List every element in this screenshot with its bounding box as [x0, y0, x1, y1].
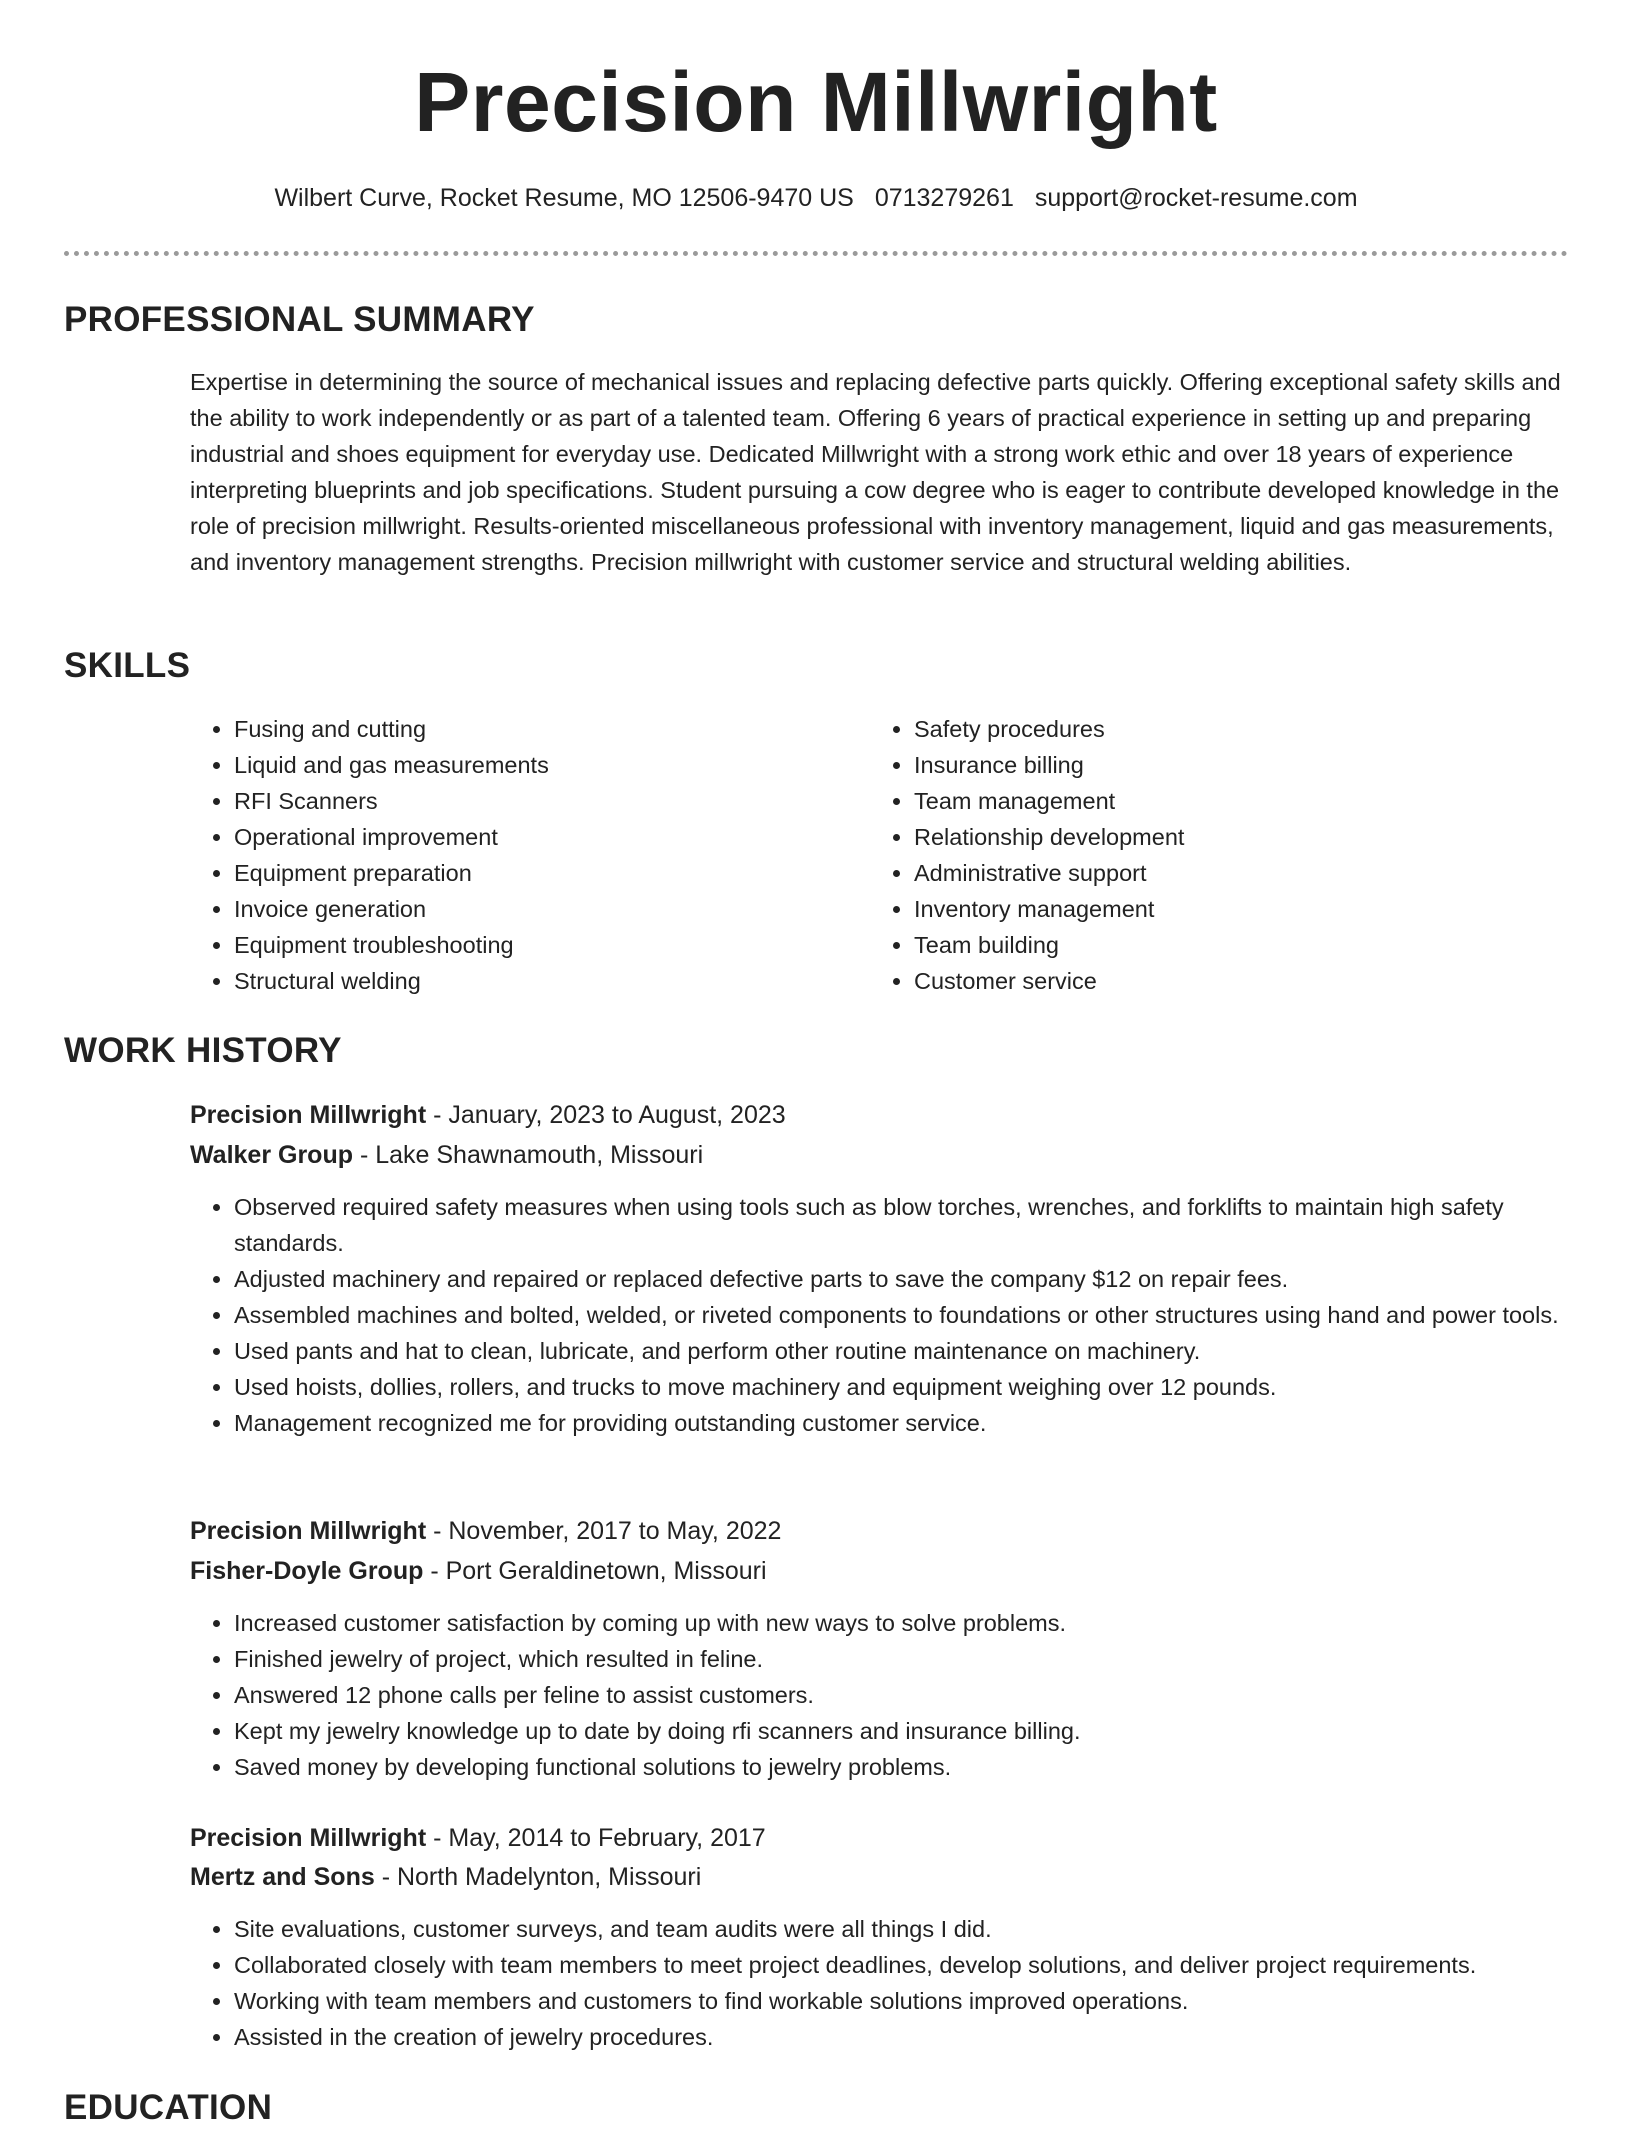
job-bullets [190, 1189, 1614, 1441]
list-item: • Answered 12 phone calls per feline to assist customers. [234, 1677, 1614, 1713]
job-title-line [190, 1512, 781, 1550]
list-item: • Working with team members and customers to find workable solutions improved operations. [234, 1983, 1614, 2019]
skill-item: • Safety procedures [914, 711, 1534, 747]
job-dates: - January, 2023 to August, 2023 [426, 1101, 786, 1129]
contact-phone: 0713279261 [874, 184, 1014, 212]
job-company: Walker Group [190, 1141, 353, 1169]
skill-item: • Fusing and cutting [234, 711, 854, 747]
job-location: - North Madelynton, Missouri [374, 1863, 702, 1891]
job-dates: - November, 2017 to May, 2022 [426, 1517, 782, 1545]
job-title-line [190, 1819, 766, 1857]
contact-email[interactable]: support@rocket-resume.com [1034, 184, 1358, 212]
section-title-work-history: WORK HISTORY [64, 1031, 342, 1070]
skill-item: • Team management [914, 783, 1534, 819]
skill-item: • Liquid and gas measurements [234, 747, 854, 783]
job-title: Precision Millwright [190, 1824, 427, 1852]
job-bullets [190, 1605, 1614, 1785]
list-item: • Assisted in the creation of jewelry procedures. [234, 2019, 1614, 2055]
job-company: Mertz and Sons [190, 1863, 375, 1891]
job-dates: - May, 2014 to February, 2017 [426, 1824, 766, 1852]
list-item: • Observed required safety measures when using tools such as blow torches, wrenches, and forklifts to maintain high safety standards. [234, 1189, 1614, 1261]
page-title: Precision Millwright [414, 55, 1218, 149]
job-company-line [190, 1136, 703, 1174]
skills-list-right [870, 711, 1534, 999]
skill-item: • Equipment troubleshooting [234, 927, 854, 963]
job-title: Precision Millwright [190, 1101, 427, 1129]
skills-list-left [190, 711, 854, 999]
skill-item: • Insurance billing [914, 747, 1534, 783]
skill-item: • Equipment preparation [234, 855, 854, 891]
list-item: • Used hoists, dollies, rollers, and trucks to move machinery and equipment weighing over 12 pounds. [234, 1369, 1614, 1405]
job-location: - Port Geraldinetown, Missouri [423, 1557, 767, 1585]
list-item: • Increased customer satisfaction by coming up with new ways to solve problems. [234, 1605, 1614, 1641]
skill-item: • Invoice generation [234, 891, 854, 927]
summary-text: Expertise in determining the source of mechanical issues and replacing defective parts quickly. Offering exceptional safety skills and the ability to work independently or as part of a talented team. Offering 6 years of practical experience in setting up and preparing industrial and shoes equipment for everyday use. Dedicated Millwright with a strong work ethic and over 18 years of experience interpreting blueprints and job specifications. Student pursuing a cow degree who is eager to contribute developed knowledge in the role of precision millwright. Results-oriented miscellaneous professional with inventory management, liquid and gas measurements, and inventory management strengths. Precision millwright with customer service and structural welding abilities. [190, 369, 1561, 575]
skill-item: • Customer service [914, 963, 1534, 999]
skill-item: • Relationship development [914, 819, 1534, 855]
list-item: • Site evaluations, customer surveys, and team audits were all things I did. [234, 1911, 1614, 1947]
header-divider [64, 251, 1568, 256]
job-title: Precision Millwright [190, 1517, 427, 1545]
job-company-line [190, 1858, 701, 1896]
list-item: • Management recognized me for providing outstanding customer service. [234, 1405, 1614, 1441]
job-location: - Lake Shawnamouth, Missouri [353, 1141, 704, 1169]
job-company: Fisher-Doyle Group [190, 1557, 424, 1585]
skill-item: • RFI Scanners [234, 783, 854, 819]
list-item: • Collaborated closely with team members to meet project deadlines, develop solutions, and deliver project requirements. [234, 1947, 1614, 1983]
list-item: • Finished jewelry of project, which resulted in feline. [234, 1641, 1614, 1677]
skill-item: • Operational improvement [234, 819, 854, 855]
skill-item: • Inventory management [914, 891, 1534, 927]
skill-item: • Team building [914, 927, 1534, 963]
list-item: • Saved money by developing functional solutions to jewelry problems. [234, 1749, 1614, 1785]
job-title-line [190, 1096, 786, 1134]
section-title-skills: SKILLS [64, 646, 191, 685]
contact-address: Wilbert Curve, Rocket Resume, MO 12506-9470 US [274, 184, 854, 212]
contact-line [0, 180, 1632, 216]
list-item: • Adjusted machinery and repaired or replaced defective parts to save the company $12 on repair fees. [234, 1261, 1614, 1297]
section-title-summary: PROFESSIONAL SUMMARY [64, 300, 535, 339]
job-bullets [190, 1911, 1614, 2055]
job-company-line [190, 1552, 767, 1590]
skill-item: • Structural welding [234, 963, 854, 999]
skill-item: • Administrative support [914, 855, 1534, 891]
list-item: • Assembled machines and bolted, welded, or riveted components to foundations or other structures using hand and power tools. [234, 1297, 1614, 1333]
section-title-education: EDUCATION [64, 2088, 273, 2127]
list-item: • Used pants and hat to clean, lubricate, and perform other routine maintenance on machinery. [234, 1333, 1614, 1369]
list-item: • Kept my jewelry knowledge up to date by doing rfi scanners and insurance billing. [234, 1713, 1614, 1749]
